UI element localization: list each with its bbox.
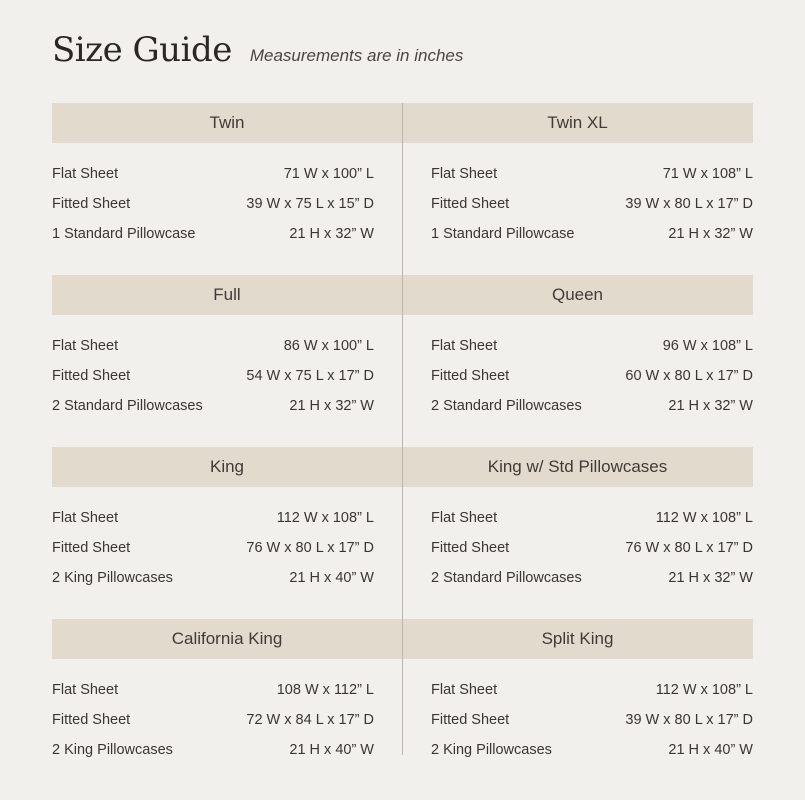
spec-value: 21 H x 32” W xyxy=(668,226,753,242)
spec-label: 2 Standard Pillowcases xyxy=(431,398,582,414)
spec-row xyxy=(52,503,374,533)
size-header-left: King xyxy=(52,447,402,487)
spec-row xyxy=(431,533,753,563)
spec-value: 21 H x 40” W xyxy=(668,742,753,758)
spec-label: 2 King Pillowcases xyxy=(52,742,173,758)
spec-row xyxy=(431,563,753,593)
spec-value: 54 W x 75 L x 17” D xyxy=(246,368,374,384)
spec-value: 39 W x 75 L x 15” D xyxy=(246,196,374,212)
spec-label: Fitted Sheet xyxy=(431,196,510,212)
spec-label: 2 King Pillowcases xyxy=(52,570,173,586)
spec-label: 1 Standard Pillowcase xyxy=(52,226,196,242)
size-spec-list xyxy=(431,503,753,593)
spec-value: 96 W x 108” L xyxy=(662,338,753,354)
spec-value: 21 H x 32” W xyxy=(289,226,374,242)
spec-row xyxy=(52,675,374,705)
spec-row xyxy=(52,331,374,361)
page-subtitle: Measurements are in inches xyxy=(249,46,464,65)
spec-value: 39 W x 80 L x 17” D xyxy=(625,196,753,212)
spec-value: 21 H x 32” W xyxy=(668,398,753,414)
spec-label: Flat Sheet xyxy=(431,682,498,698)
size-header-right: Twin XL xyxy=(402,103,753,143)
spec-row xyxy=(52,735,374,765)
spec-label: Fitted Sheet xyxy=(52,712,131,728)
spec-label: Flat Sheet xyxy=(431,166,498,182)
spec-value: 76 W x 80 L x 17” D xyxy=(246,540,374,556)
size-header-left: California King xyxy=(52,619,402,659)
spec-label: 1 Standard Pillowcase xyxy=(431,226,575,242)
spec-row xyxy=(431,391,753,421)
spec-row xyxy=(431,189,753,219)
spec-value: 112 W x 108” L xyxy=(276,510,374,526)
spec-row xyxy=(52,219,374,249)
spec-row xyxy=(431,735,753,765)
column-divider xyxy=(402,103,403,755)
size-header-right: King w/ Std Pillowcases xyxy=(402,447,753,487)
spec-row xyxy=(52,705,374,735)
spec-value: 21 H x 40” W xyxy=(289,570,374,586)
spec-row xyxy=(52,159,374,189)
spec-label: Fitted Sheet xyxy=(52,540,131,556)
spec-row xyxy=(52,563,374,593)
spec-row xyxy=(431,361,753,391)
spec-row xyxy=(431,503,753,533)
spec-value: 39 W x 80 L x 17” D xyxy=(625,712,753,728)
spec-value: 60 W x 80 L x 17” D xyxy=(625,368,753,384)
size-spec-list xyxy=(52,503,374,593)
size-spec-list xyxy=(52,159,374,249)
spec-value: 21 H x 32” W xyxy=(668,570,753,586)
spec-label: Flat Sheet xyxy=(52,682,119,698)
size-spec-list xyxy=(52,675,374,765)
spec-label: Fitted Sheet xyxy=(431,712,510,728)
size-header-right: Queen xyxy=(402,275,753,315)
spec-label: Fitted Sheet xyxy=(431,540,510,556)
spec-row xyxy=(431,675,753,705)
page-title: Size Guide xyxy=(52,30,232,70)
spec-row xyxy=(52,533,374,563)
size-spec-list xyxy=(52,331,374,421)
spec-value: 21 H x 32” W xyxy=(289,398,374,414)
size-spec-list xyxy=(431,331,753,421)
spec-label: Flat Sheet xyxy=(52,338,119,354)
spec-value: 71 W x 100” L xyxy=(283,166,374,182)
spec-value: 21 H x 40” W xyxy=(289,742,374,758)
spec-value: 112 W x 108” L xyxy=(655,682,753,698)
size-header-left: Full xyxy=(52,275,402,315)
size-spec-list xyxy=(431,159,753,249)
spec-row xyxy=(431,705,753,735)
spec-value: 76 W x 80 L x 17” D xyxy=(625,540,753,556)
spec-value: 71 W x 108” L xyxy=(662,166,753,182)
spec-label: Fitted Sheet xyxy=(52,368,131,384)
spec-label: 2 King Pillowcases xyxy=(431,742,552,758)
spec-row xyxy=(52,189,374,219)
spec-label: Fitted Sheet xyxy=(431,368,510,384)
size-header-left: Twin xyxy=(52,103,402,143)
spec-value: 108 W x 112” L xyxy=(276,682,374,698)
spec-label: Flat Sheet xyxy=(431,510,498,526)
size-header-right: Split King xyxy=(402,619,753,659)
page-header xyxy=(52,30,463,70)
spec-label: 2 Standard Pillowcases xyxy=(431,570,582,586)
spec-row xyxy=(431,331,753,361)
spec-value: 72 W x 84 L x 17” D xyxy=(246,712,374,728)
size-spec-list xyxy=(431,675,753,765)
spec-row xyxy=(52,361,374,391)
spec-value: 86 W x 100” L xyxy=(283,338,374,354)
spec-value: 112 W x 108” L xyxy=(655,510,753,526)
spec-label: Flat Sheet xyxy=(52,166,119,182)
spec-row xyxy=(52,391,374,421)
spec-label: Flat Sheet xyxy=(52,510,119,526)
spec-label: Fitted Sheet xyxy=(52,196,131,212)
spec-row xyxy=(431,219,753,249)
spec-label: 2 Standard Pillowcases xyxy=(52,398,203,414)
spec-label: Flat Sheet xyxy=(431,338,498,354)
spec-row xyxy=(431,159,753,189)
